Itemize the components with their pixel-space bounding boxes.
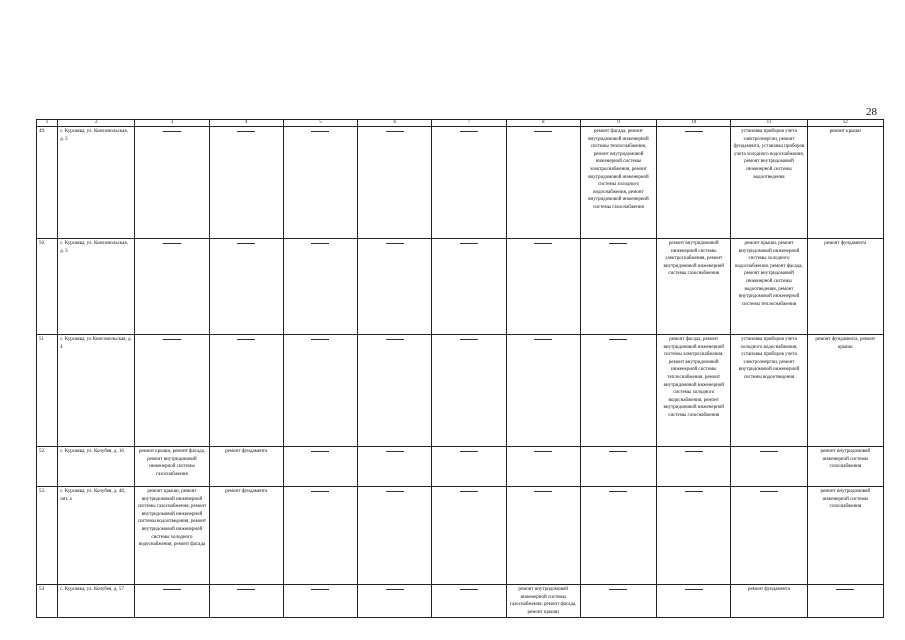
dash-mark: [836, 589, 854, 590]
empty-cell: [432, 487, 506, 585]
table-row: [37, 585, 884, 618]
column-number: 7: [432, 120, 506, 127]
address-cell: с. Курсавка, ул. Кочубея, д. 16: [58, 447, 135, 487]
empty-cell: [657, 447, 731, 487]
work-type-cell: ремонт внутридомовой инженерной системы газоснабжения, ремонт фасада, ремонт крыши: [506, 585, 580, 618]
address-cell: с. Курсавка, ул Комсомольская, д. 4: [58, 335, 135, 447]
repair-schedule-table: [36, 119, 884, 618]
dash-mark: [685, 131, 703, 132]
address-cell: с. Курсавка, ул. Кочубея, д. 48, лит. а: [58, 487, 135, 585]
dash-mark: [311, 491, 329, 492]
empty-cell: [580, 487, 656, 585]
empty-cell: [506, 335, 580, 447]
empty-cell: [283, 585, 357, 618]
address-cell: с. Курсавка, ул. Комсомольская, д. 2: [58, 127, 135, 239]
dash-mark: [386, 589, 404, 590]
work-type-cell: ремонт фасада, ремонт внутридомовой инженерной системы электроснабжения, ремонт внутридомовой инженерной системы теплоснабжения, ремонт внутридомовой инженерной системы холодного водоснабжения, ремонт внутридомовой инженерной системы газоснабжения: [657, 335, 731, 447]
dash-mark: [534, 339, 552, 340]
row-number: 54: [37, 585, 58, 618]
row-number: 49.: [37, 127, 58, 239]
empty-cell: [731, 487, 807, 585]
table-row: [37, 127, 884, 239]
empty-cell: [283, 447, 357, 487]
dash-mark: [163, 131, 181, 132]
work-type-cell: ремонт крыши, ремонт внутридомовой инженерной системы газоснабжения, ремонт внутридомовой инженерной системы водоотведения, ремонт внутридомовой инженерной системы холодного водоснабжения, ремонт фасада: [135, 487, 209, 585]
dash-mark: [534, 131, 552, 132]
dash-mark: [460, 491, 478, 492]
table-row: [37, 335, 884, 447]
empty-cell: [283, 335, 357, 447]
empty-cell: [580, 335, 656, 447]
empty-cell: [135, 127, 209, 239]
dash-mark: [460, 243, 478, 244]
empty-cell: [807, 585, 883, 618]
dash-mark: [311, 243, 329, 244]
empty-cell: [731, 447, 807, 487]
work-type-cell: установка приборов учета электроэнергии, ремонт фундамента, установка приборов учета холодного водоснабжения, ремонт внутридомовой инженерной системы водоотведения: [731, 127, 807, 239]
empty-cell: [135, 585, 209, 618]
work-type-cell: ремонт внутридомовой инженерной системы электроснабжения, ремонт внутридомовой инженерной системы газоснабжения: [657, 239, 731, 335]
column-number: 10: [657, 120, 731, 127]
empty-cell: [358, 487, 432, 585]
dash-mark: [685, 451, 703, 452]
dash-mark: [609, 491, 627, 492]
empty-cell: [283, 487, 357, 585]
empty-cell: [358, 447, 432, 487]
dash-mark: [685, 589, 703, 590]
dash-mark: [534, 451, 552, 452]
work-type-cell: ремонт внутридомовой инженерной системы газоснабжения: [807, 447, 883, 487]
column-number: 5: [283, 120, 357, 127]
work-type-cell: ремонт крыши, ремонт внутридомовой инженерной системы холодного водоснабжения, ремонт фасада, ремонт внутридомовой инженерной системы водоотведения, ремонт внутридомовой инженерной системы теплоснабжения: [731, 239, 807, 335]
row-number: 53.: [37, 487, 58, 585]
dash-mark: [386, 491, 404, 492]
column-number: 3: [135, 120, 209, 127]
empty-cell: [358, 335, 432, 447]
empty-cell: [209, 239, 283, 335]
address-cell: с. Курсавка, ул. Кочубея, д. 57: [58, 585, 135, 618]
table-row: [37, 239, 884, 335]
column-number: 4: [209, 120, 283, 127]
dash-mark: [386, 451, 404, 452]
table-row: [37, 487, 884, 585]
empty-cell: [209, 335, 283, 447]
empty-cell: [506, 487, 580, 585]
dash-mark: [386, 131, 404, 132]
empty-cell: [432, 239, 506, 335]
empty-cell: [283, 127, 357, 239]
column-number: 9: [580, 120, 656, 127]
column-number: 12: [807, 120, 883, 127]
row-number: 52.: [37, 447, 58, 487]
dash-mark: [163, 243, 181, 244]
empty-cell: [432, 335, 506, 447]
dash-mark: [237, 589, 255, 590]
empty-cell: [580, 447, 656, 487]
empty-cell: [135, 335, 209, 447]
column-number: 8: [506, 120, 580, 127]
column-number-row: [37, 120, 884, 127]
empty-cell: [283, 239, 357, 335]
row-number: 51: [37, 335, 58, 447]
work-type-cell: установка приборов учета холодного водоснабжения, установка приборов учета электроэнергии, ремонт внутридомовой инженерной системы водоотведения: [731, 335, 807, 447]
dash-mark: [760, 451, 778, 452]
dash-mark: [386, 243, 404, 244]
dash-mark: [760, 491, 778, 492]
address-cell: с. Курсавка, ул. Комсомольская, д. 3: [58, 239, 135, 335]
table-row: [37, 447, 884, 487]
work-type-cell: ремонт фундамента, ремонт крыши: [807, 335, 883, 447]
dash-mark: [534, 243, 552, 244]
empty-cell: [506, 127, 580, 239]
empty-cell: [580, 585, 656, 618]
dash-mark: [534, 491, 552, 492]
empty-cell: [657, 487, 731, 585]
dash-mark: [609, 243, 627, 244]
column-number: 1: [37, 120, 58, 127]
work-type-cell: ремонт внутридомовой инженерной системы газоснабжения: [807, 487, 883, 585]
column-number: 11: [731, 120, 807, 127]
dash-mark: [460, 451, 478, 452]
work-type-cell: ремонт крыши, ремонт фасада, ремонт внутридомовой инженерной системы газоснабжения: [135, 447, 209, 487]
dash-mark: [237, 243, 255, 244]
empty-cell: [580, 239, 656, 335]
dash-mark: [311, 131, 329, 132]
dash-mark: [237, 131, 255, 132]
empty-cell: [358, 239, 432, 335]
dash-mark: [460, 339, 478, 340]
dash-mark: [609, 339, 627, 340]
dash-mark: [163, 589, 181, 590]
page-number: 28: [866, 106, 877, 118]
dash-mark: [460, 131, 478, 132]
row-number: 50.: [37, 239, 58, 335]
empty-cell: [657, 127, 731, 239]
work-type-cell: ремонт фундамента: [209, 447, 283, 487]
empty-cell: [358, 127, 432, 239]
column-number: 6: [358, 120, 432, 127]
empty-cell: [432, 585, 506, 618]
dash-mark: [609, 451, 627, 452]
dash-mark: [163, 339, 181, 340]
dash-mark: [386, 339, 404, 340]
work-type-cell: ремонт фундамента: [731, 585, 807, 618]
dash-mark: [237, 339, 255, 340]
empty-cell: [657, 585, 731, 618]
column-number: 2: [58, 120, 135, 127]
work-type-cell: ремонт крыши: [807, 127, 883, 239]
empty-cell: [358, 585, 432, 618]
work-type-cell: ремонт фундамента: [209, 487, 283, 585]
work-type-cell: ремонт фасада, ремонт внутридомовой инженерной системы теплоснабжения, ремонт внутридомовой инженерной системы электроснабжения, ремонт внутридомовой инженерной системы холодного водоснабжения, ремонт внутридомовой инженерной системы газоснабжения: [580, 127, 656, 239]
empty-cell: [506, 447, 580, 487]
dash-mark: [609, 589, 627, 590]
dash-mark: [311, 339, 329, 340]
empty-cell: [209, 127, 283, 239]
dash-mark: [311, 589, 329, 590]
dash-mark: [460, 589, 478, 590]
dash-mark: [685, 491, 703, 492]
empty-cell: [432, 447, 506, 487]
empty-cell: [135, 239, 209, 335]
empty-cell: [506, 239, 580, 335]
work-type-cell: ремонт фундамента: [807, 239, 883, 335]
empty-cell: [209, 585, 283, 618]
empty-cell: [432, 127, 506, 239]
dash-mark: [311, 451, 329, 452]
